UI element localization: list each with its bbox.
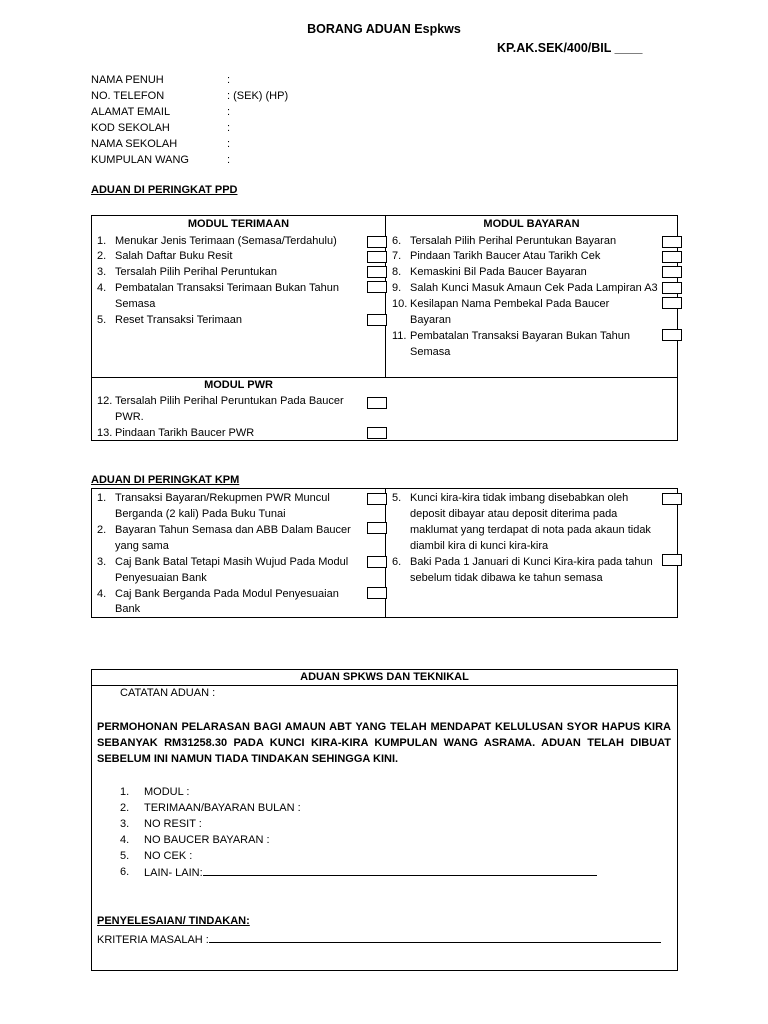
checkbox[interactable] xyxy=(662,297,682,309)
complaint-line: PERMOHONAN PELARASAN BAGI AMAUN ABT YANG TELAH MENDAPAT KELULUSAN SYOR HAPUS KIRA xyxy=(97,721,671,733)
item-text: PWR. xyxy=(115,411,144,423)
checkbox[interactable] xyxy=(367,236,387,248)
modul-terimaan-title: MODUL TERIMAAN xyxy=(187,218,290,230)
item-text: Tersalah Pilih Perihal Peruntukan xyxy=(115,266,278,278)
item-text: Pembatalan Transaksi Bayaran Bukan Tahun xyxy=(410,330,630,342)
item-text: Baki Pada 1 Januari di Kunci Kira-kira pada tahun xyxy=(410,556,653,568)
modul-bayaran-title: MODUL BAYARAN xyxy=(483,218,580,230)
checkbox[interactable] xyxy=(367,266,387,278)
item-text: Pindaan Tarikh Baucer PWR xyxy=(115,427,255,439)
detail-number: 6. xyxy=(120,866,130,878)
item-number: 7. xyxy=(392,250,402,262)
item-text: Salah Daftar Buku Resit xyxy=(115,250,233,262)
spkws-header-divider xyxy=(91,685,678,686)
item-number: 4. xyxy=(97,588,107,600)
info-label: NAMA PENUH xyxy=(91,74,164,86)
item-number: 6. xyxy=(392,556,402,568)
item-text: Bank xyxy=(115,603,141,615)
info-row-nama-penuh xyxy=(91,72,288,88)
checkbox[interactable] xyxy=(662,282,682,294)
item-text: Tersalah Pilih Perihal Peruntukan Bayaran xyxy=(410,235,617,247)
item-number: 1. xyxy=(97,492,107,504)
checkbox[interactable] xyxy=(662,554,682,566)
info-value[interactable]: : xyxy=(227,74,231,86)
item-text: Bayaran xyxy=(410,314,451,326)
ppd-heading: ADUAN DI PERINGKAT PPD xyxy=(91,184,238,196)
checkbox[interactable] xyxy=(662,329,682,341)
info-row-alamat-email xyxy=(91,104,288,120)
detail-number: 4. xyxy=(120,834,130,846)
checkbox[interactable] xyxy=(367,522,387,534)
info-label: KOD SEKOLAH xyxy=(91,122,170,134)
item-text: Pembatalan Transaksi Terimaan Bukan Tahun xyxy=(115,282,340,294)
item-text: Reset Transaksi Terimaan xyxy=(115,314,242,326)
info-value[interactable]: : xyxy=(227,154,231,166)
item-text: Kesilapan Nama Pembekal Pada Baucer xyxy=(410,298,610,310)
detail-number: 1. xyxy=(120,786,130,798)
complaint-line: SEBELUM INI NAMUN TIADA TINDAKAN SEHINGGA KINI. xyxy=(97,753,399,765)
lain-lain-input-line[interactable] xyxy=(203,864,597,876)
detail-label: NO CEK : xyxy=(144,850,193,862)
checkbox[interactable] xyxy=(367,251,387,263)
item-number: 4. xyxy=(97,282,107,294)
info-value[interactable]: : xyxy=(227,106,231,118)
item-number: 11. xyxy=(392,330,407,342)
item-number: 6. xyxy=(392,235,402,247)
item-number: 1. xyxy=(97,235,107,247)
detail-number: 2. xyxy=(120,802,130,814)
item-text: maklumat yang terdapat di nota pada akaun tidak xyxy=(410,524,651,536)
ppd-row-divider xyxy=(91,377,678,378)
item-number: 3. xyxy=(97,556,107,568)
checkbox[interactable] xyxy=(662,236,682,248)
item-text: Bayaran Tahun Semasa dan ABB Dalam Baucer xyxy=(115,524,351,536)
checkbox[interactable] xyxy=(662,251,682,263)
kriteria-input-line[interactable] xyxy=(209,931,661,943)
info-value[interactable]: : xyxy=(227,122,231,134)
info-row-kumpulan-wang xyxy=(91,152,288,168)
item-text: Kemaskini Bil Pada Baucer Bayaran xyxy=(410,266,587,278)
checkbox[interactable] xyxy=(367,587,387,599)
checkbox[interactable] xyxy=(367,397,387,409)
detail-label: MODUL : xyxy=(144,786,190,798)
spkws-title: ADUAN SPKWS DAN TEKNIKAL xyxy=(300,671,469,683)
modul-pwr-title: MODUL PWR xyxy=(204,379,273,391)
detail-label-text: LAIN- LAIN: xyxy=(144,867,203,879)
checkbox[interactable] xyxy=(662,266,682,278)
checkbox[interactable] xyxy=(367,493,387,505)
item-text: yang sama xyxy=(115,540,169,552)
item-text: Caj Bank Berganda Pada Modul Penyesuaian xyxy=(115,588,339,600)
checkbox[interactable] xyxy=(367,281,387,293)
item-number: 13. xyxy=(97,427,113,439)
checkbox[interactable] xyxy=(367,556,387,568)
info-label: NO. TELEFON xyxy=(91,90,165,102)
item-number: 3. xyxy=(97,266,107,278)
item-text: Tersalah Pilih Perihal Peruntukan Pada Baucer xyxy=(115,395,344,407)
info-label: ALAMAT EMAIL xyxy=(91,106,171,118)
item-number: 12. xyxy=(97,395,113,407)
info-row-nama-sekolah xyxy=(91,136,288,152)
info-value[interactable]: : (SEK) (HP) xyxy=(227,90,289,102)
item-text: diambil kira di kunci kira-kira xyxy=(410,540,549,552)
detail-label xyxy=(144,864,597,881)
item-number: 5. xyxy=(392,492,402,504)
item-text: Kunci kira-kira tidak imbang disebabkan oleh xyxy=(410,492,629,504)
detail-label: NO RESIT : xyxy=(144,818,202,830)
item-number: 9. xyxy=(392,282,402,294)
item-text: Pindaan Tarikh Baucer Atau Tarikh Cek xyxy=(410,250,601,262)
form-title: BORANG ADUAN Espkws xyxy=(307,22,461,36)
detail-label: NO BAUCER BAYARAN : xyxy=(144,834,270,846)
kriteria-masalah-field[interactable] xyxy=(97,931,661,946)
info-value[interactable]: : xyxy=(227,138,231,150)
info-label: KUMPULAN WANG xyxy=(91,154,189,166)
detail-number: 3. xyxy=(120,818,130,830)
item-text: Semasa xyxy=(410,346,451,358)
item-text: Transaksi Bayaran/Rekupmen PWR Muncul xyxy=(115,492,330,504)
kpm-heading: ADUAN DI PERINGKAT KPM xyxy=(91,474,240,486)
checkbox[interactable] xyxy=(662,493,682,505)
item-text: Semasa xyxy=(115,298,156,310)
detail-label: TERIMAAN/BAYARAN BULAN : xyxy=(144,802,301,814)
item-text: Salah Kunci Masuk Amaun Cek Pada Lampiran A3 xyxy=(410,282,658,294)
item-text: Berganda (2 kali) Pada Buku Tunai xyxy=(115,508,286,520)
info-row-no-telefon xyxy=(91,88,288,104)
complaint-line: SEBANYAK RM31258.30 PADA KUNCI KIRA-KIRA KUMPULAN WANG ASRAMA. ADUAN TELAH DIBUAT xyxy=(97,737,671,749)
item-text: sebelum tidak dibawa ke tahun semasa xyxy=(410,572,603,584)
complaint-text[interactable] xyxy=(97,719,671,767)
item-text: Menukar Jenis Terimaan (Semasa/Terdahulu) xyxy=(115,235,337,247)
item-number: 2. xyxy=(97,524,107,536)
item-text: deposit dibayar atau deposit diterima pada xyxy=(410,508,618,520)
applicant-info xyxy=(91,72,288,168)
item-text: Penyesuaian Bank xyxy=(115,572,207,584)
item-number: 8. xyxy=(392,266,402,278)
checkbox[interactable] xyxy=(367,314,387,326)
checkbox[interactable] xyxy=(367,427,387,439)
kriteria-label: KRITERIA MASALAH : xyxy=(97,934,209,946)
reference-number: KP.AK.SEK/400/BIL ____ xyxy=(497,41,643,55)
item-number: 10. xyxy=(392,298,408,310)
info-label: NAMA SEKOLAH xyxy=(91,138,178,150)
item-number: 5. xyxy=(97,314,107,326)
detail-number: 5. xyxy=(120,850,130,862)
item-text: Caj Bank Batal Tetapi Masih Wujud Pada Modul xyxy=(115,556,349,568)
item-number: 2. xyxy=(97,250,107,262)
penyelesaian-heading: PENYELESAIAN/ TINDAKAN: xyxy=(97,915,250,927)
catatan-label: CATATAN ADUAN : xyxy=(120,687,216,699)
info-row-kod-sekolah xyxy=(91,120,288,136)
